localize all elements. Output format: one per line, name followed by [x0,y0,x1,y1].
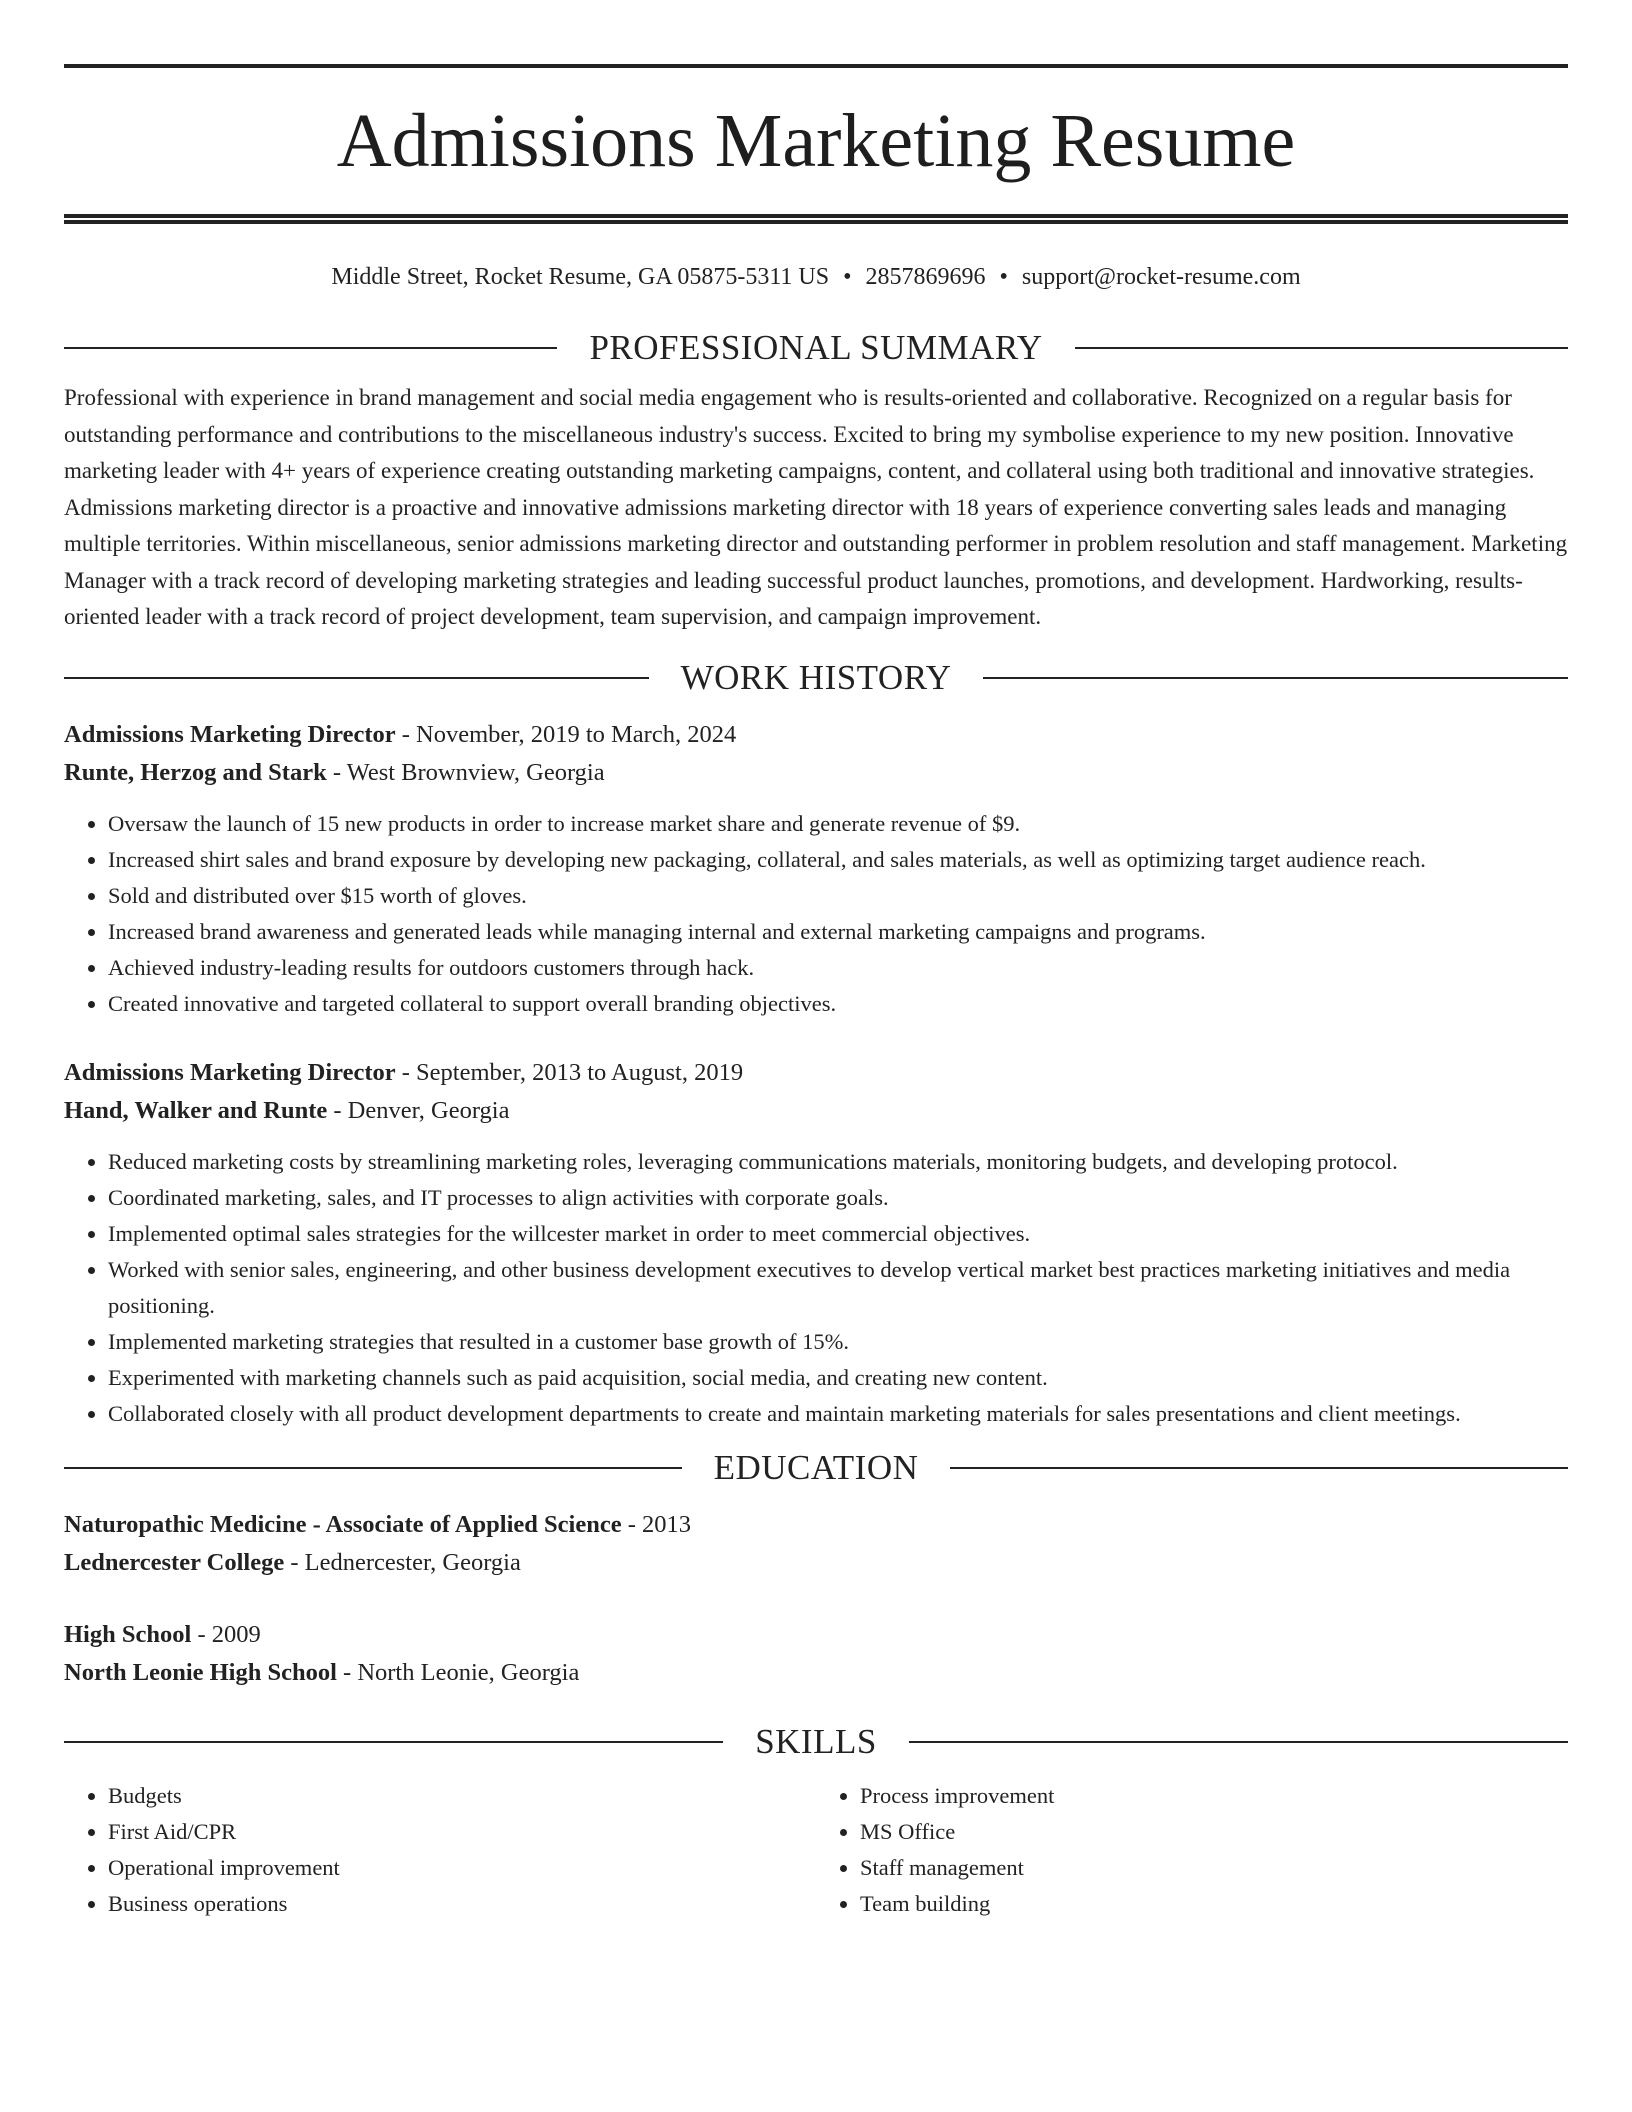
contact-separator: • [999,264,1008,290]
section-title: SKILLS [755,1721,877,1761]
contact-email: support@rocket-resume.com [1021,264,1301,290]
job-entry [64,1054,1568,1432]
section-heading-summary [64,326,1568,370]
education-school-line [64,1544,1568,1582]
education-location: - North Leonie, Georgia [336,1658,580,1686]
section-heading-skills [64,1720,1568,1764]
section-title: PROFESSIONAL SUMMARY [589,328,1043,367]
skill-item: • Process improvement [860,1778,1568,1814]
list-item: • Experimented with marketing channels such as paid acquisition, social media, and creating new content. [108,1360,1568,1396]
education-school: North Leonie High School [64,1658,337,1686]
contact-address: Middle Street, Rocket Resume, GA 05875-5311 US [331,264,830,290]
list-item: • Collaborated closely with all product development departments to create and maintain marketing materials for sales presentations and client meetings. [108,1396,1568,1432]
education-degree: Naturopathic Medicine - Associate of Applied Science [64,1510,622,1538]
skill-item: • Staff management [860,1850,1568,1886]
job-company-line [64,754,1568,792]
education-location: - Lednercester, Georgia [284,1548,521,1576]
list-item: • Achieved industry-leading results for outdoors customers through hack. [108,950,1568,986]
education-school: Lednercester College [64,1548,285,1576]
title-double-rule [64,214,1568,224]
job-dates: - November, 2019 to March, 2024 [395,720,737,748]
education-entry [64,1616,1568,1692]
list-item: • Implemented marketing strategies that resulted in a customer base growth of 15%. [108,1324,1568,1360]
section-title: EDUCATION [713,1447,919,1487]
resume-title: Admissions Marketing Resume [336,99,1296,183]
section-title: WORK HISTORY [680,657,952,697]
job-title-line [64,716,1568,754]
list-item: • Implemented optimal sales strategies for the willcester market in order to meet commercial objectives. [108,1216,1568,1252]
skill-item: • Business operations [108,1886,816,1922]
job-company: Runte, Herzog and Stark [64,758,327,786]
job-title-line [64,1054,1568,1092]
list-item: • Sold and distributed over $15 worth of gloves. [108,878,1568,914]
education-degree-line [64,1506,1568,1544]
summary-paragraph: Professional with experience in brand management and social media engagement who is results-oriented and collaborative. Recognized on a regular basis for outstanding performance and contributions to the miscellaneous industry's success. Excited to bring my symbolise experience to my new position. Innovative marketing leader with 4+ years of experience creating outstanding marketing campaigns, content, and collateral using both traditional and innovative strategies. Admissions marketing director is a proactive and innovative admissions marketing director with 18 years of experience converting sales leads and managing multiple territories. Within miscellaneous, senior admissions marketing director and outstanding performer in problem resolution and staff management. Marketing Manager with a track record of developing marketing strategies and leading successful product launches, promotions, and development. Hardworking, results-oriented leader with a track record of project development, team supervision, and campaign improvement. [64,385,1568,629]
section-heading-education [64,1446,1568,1490]
education-entry [64,1506,1568,1582]
skill-item: • Team building [860,1886,1568,1922]
education-school-line [64,1654,1568,1692]
job-bullets [64,1144,1568,1432]
job-title: Admissions Marketing Director [64,720,396,748]
education-degree-line [64,1616,1568,1654]
education-year: - 2013 [621,1510,691,1538]
list-item: • Increased shirt sales and brand exposure by developing new packaging, collateral, and sales materials, as well as optimizing target audience reach. [108,842,1568,878]
skill-item: • Budgets [108,1778,816,1814]
job-bullets [64,806,1568,1022]
section-heading-work-history [64,656,1568,700]
resume-page [64,64,1568,1922]
contact-separator: • [843,264,852,290]
skills-list-right [816,1778,1568,1922]
job-dates: - September, 2013 to August, 2019 [395,1058,744,1086]
job-title: Admissions Marketing Director [64,1058,396,1086]
job-location: - West Brownview, Georgia [326,758,605,786]
job-company-line [64,1092,1568,1130]
skill-item: • First Aid/CPR [108,1814,816,1850]
contact-phone: 2857869696 [865,264,986,290]
skills-list-left [64,1778,816,1922]
job-location: - Denver, Georgia [327,1096,510,1124]
list-item: • Created innovative and targeted collateral to support overall branding objectives. [108,986,1568,1022]
skill-item: • Operational improvement [108,1850,816,1886]
job-company: Hand, Walker and Runte [64,1096,328,1124]
skill-item: • MS Office [860,1814,1568,1850]
list-item: • Increased brand awareness and generated leads while managing internal and external marketing campaigns and programs. [108,914,1568,950]
list-item: • Oversaw the launch of 15 new products in order to increase market share and generate revenue of $9. [108,806,1568,842]
list-item: • Reduced marketing costs by streamlining marketing roles, leveraging communications materials, monitoring budgets, and developing protocol. [108,1144,1568,1180]
list-item: • Worked with senior sales, engineering, and other business development executives to develop vertical market best practices marketing initiatives and media positioning. [108,1252,1568,1324]
skills-columns [64,1778,1568,1922]
education-degree: High School [64,1620,192,1648]
list-item: • Coordinated marketing, sales, and IT processes to align activities with corporate goals. [108,1180,1568,1216]
contact-line [64,262,1568,292]
job-entry [64,716,1568,1022]
education-year: - 2009 [191,1620,261,1648]
